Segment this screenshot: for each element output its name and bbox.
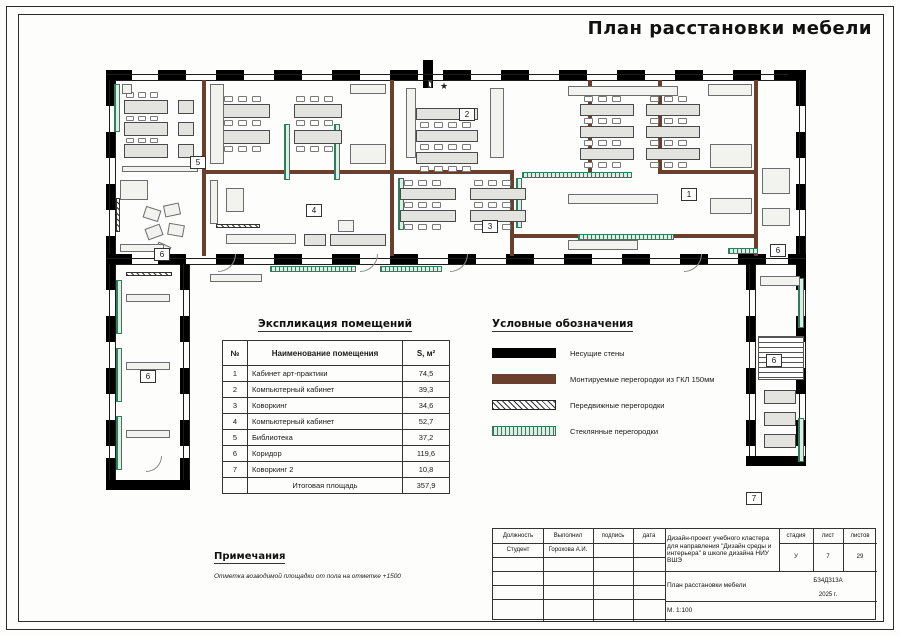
door-swing	[146, 456, 162, 472]
furniture-chair	[502, 202, 511, 208]
furniture-chair	[138, 138, 146, 143]
furniture-chair	[418, 180, 427, 186]
furniture-unit	[226, 188, 244, 212]
total-area: 357,9	[403, 478, 450, 494]
glass-partition	[270, 266, 356, 272]
furniture-chair	[434, 144, 443, 150]
furniture-chair	[296, 146, 305, 152]
room-tag-7: 7	[746, 492, 762, 505]
furniture-table	[330, 234, 386, 246]
wall-line	[109, 264, 110, 490]
furniture-chair	[434, 122, 443, 128]
bearing-wall	[106, 70, 132, 80]
furniture-chair	[448, 122, 457, 128]
furniture-chair	[612, 162, 621, 168]
wall-line	[189, 264, 190, 490]
bearing-wall	[501, 70, 529, 80]
furniture-chair	[502, 224, 511, 230]
furniture-soft-seat	[167, 223, 185, 238]
room-name: Библиотека	[248, 430, 403, 446]
furniture-chair	[678, 162, 687, 168]
stamp-header-author: Выполнил	[553, 532, 583, 539]
room-number: 7	[223, 462, 248, 478]
furniture-chair	[650, 96, 659, 102]
stamp-sheets-value: 29	[856, 553, 864, 560]
furniture-chair	[252, 120, 261, 126]
furniture-chair	[584, 162, 593, 168]
furniture-soft-seat	[163, 202, 181, 217]
room-area: 34,6	[403, 398, 450, 414]
door-swing	[450, 254, 468, 272]
furniture-chair	[650, 162, 659, 168]
notes-title: Примечания	[214, 551, 286, 562]
glass-partition	[116, 280, 122, 334]
gkl-partition	[672, 234, 758, 238]
furniture-chair	[296, 120, 305, 126]
furniture-chair	[310, 146, 319, 152]
table-row	[223, 430, 450, 446]
room-area: 39,3	[403, 382, 450, 398]
furniture-table	[222, 130, 270, 144]
stamp-header-role: Должность	[502, 532, 534, 539]
stamp-project-title: Дизайн-проект учебного кластера для направления "Дизайн среды и интерьера" в школе дизайна НИУ ВШЭ	[667, 535, 772, 565]
furniture-chair	[224, 120, 233, 126]
furniture-chair	[584, 96, 593, 102]
furniture-chair	[252, 96, 261, 102]
stamp-divider	[493, 557, 665, 558]
furniture-table	[178, 100, 194, 114]
room-name: Кабинет арт-практики	[248, 366, 403, 382]
room-name: Компьютерный кабинет	[248, 414, 403, 430]
furniture-table	[646, 148, 700, 160]
furniture-storage	[490, 88, 504, 158]
furniture-chair	[310, 120, 319, 126]
furniture-table	[580, 104, 634, 116]
furniture-counter	[568, 240, 638, 250]
explication-title: Экспликация помещений	[258, 318, 412, 330]
room-tag-6: 6	[766, 354, 782, 367]
furniture-screen	[338, 220, 354, 232]
bearing-wall	[216, 70, 244, 80]
furniture-chair	[138, 92, 146, 98]
room-area: 74,5	[403, 366, 450, 382]
furniture-table	[764, 412, 796, 426]
room-number: 6	[223, 446, 248, 462]
bearing-wall	[622, 254, 650, 264]
furniture-chair	[126, 138, 134, 143]
col-header-number: №	[223, 341, 248, 366]
glass-partition	[284, 124, 290, 180]
furniture-chair	[310, 96, 319, 102]
door-swing	[684, 254, 702, 272]
furniture-chair	[432, 224, 441, 230]
furniture-chair	[324, 146, 333, 152]
furniture-table	[400, 210, 456, 222]
furniture-unit	[762, 168, 790, 194]
legend-label: Стеклянные перегородки	[570, 426, 659, 436]
glass-partition	[116, 416, 122, 470]
table-row	[223, 366, 450, 382]
room-number: 5	[223, 430, 248, 446]
furniture-chair	[404, 180, 413, 186]
gkl-partition	[390, 80, 394, 256]
bearing-wall	[274, 70, 302, 80]
furniture-chair	[664, 140, 673, 146]
furniture-chair	[598, 140, 607, 146]
furniture-chair	[462, 122, 471, 128]
furniture-chair	[224, 146, 233, 152]
furniture-chair	[432, 202, 441, 208]
room-name: Коворкинг	[248, 398, 403, 414]
bearing-wall	[106, 480, 190, 490]
furniture-shelf	[122, 166, 198, 172]
furniture-chair	[150, 138, 158, 143]
bearing-wall	[559, 70, 587, 80]
furniture-chair	[650, 118, 659, 124]
furniture-table	[470, 210, 526, 222]
total-blank	[223, 478, 248, 494]
furniture-table	[764, 390, 796, 404]
stamp-header-sheets: листов	[850, 532, 870, 539]
furniture-chair	[150, 92, 158, 98]
furniture-chair	[488, 202, 497, 208]
bearing-wall	[564, 254, 592, 264]
legend-item-movable-partitions	[492, 392, 742, 418]
bearing-wall	[274, 254, 302, 264]
glass-partition	[380, 266, 442, 272]
wall-line	[805, 80, 806, 260]
room-tag-4: 4	[306, 204, 322, 217]
table-header-row	[223, 341, 450, 366]
stamp-author-value: Горохова А.И.	[548, 546, 588, 553]
table-total-row	[223, 478, 450, 494]
furniture-chair	[418, 224, 427, 230]
gkl-partition-swatch-icon	[492, 374, 556, 384]
table-row	[223, 462, 450, 478]
furniture-chair	[420, 144, 429, 150]
furniture-chair	[678, 140, 687, 146]
bearing-wall	[617, 70, 645, 80]
stamp-doc-code: БЗ4ДЗ13А	[813, 577, 843, 584]
furniture-chair	[238, 146, 247, 152]
furniture-chair	[126, 116, 134, 121]
legend-item-glass-partitions	[492, 418, 742, 444]
furniture-table	[124, 100, 168, 114]
furniture-unit	[122, 84, 132, 94]
furniture-unit	[710, 144, 752, 168]
furniture-table	[646, 104, 700, 116]
stamp-year: 2025 г.	[818, 591, 838, 598]
furniture-chair	[448, 144, 457, 150]
furniture-chair	[598, 162, 607, 168]
furniture-chair	[404, 202, 413, 208]
wall-line	[109, 80, 110, 270]
furniture-chair	[420, 122, 429, 128]
furniture-counter	[568, 194, 658, 204]
furniture-chair	[474, 180, 483, 186]
furniture-table	[470, 188, 526, 200]
stamp-header-stage: стадия	[786, 532, 806, 539]
explication-table	[222, 340, 450, 494]
glass-partition	[114, 84, 120, 132]
legend-title: Условные обозначения	[492, 318, 634, 330]
glass-partition	[116, 348, 122, 402]
movable-partition	[116, 198, 120, 232]
furniture-bench	[126, 430, 170, 438]
furniture-chair	[598, 96, 607, 102]
room-name: Компьютерный кабинет	[248, 382, 403, 398]
furniture-table	[222, 104, 270, 118]
furniture-chair	[462, 166, 471, 172]
stamp-scale: М. 1:100	[667, 607, 693, 615]
furniture-chair	[296, 96, 305, 102]
table-row	[223, 446, 450, 462]
furniture-storage	[210, 180, 218, 224]
furniture-chair	[238, 96, 247, 102]
title-block	[492, 528, 876, 620]
room-tag-1: 1	[681, 188, 697, 201]
room-area: 52,7	[403, 414, 450, 430]
bearing-wall	[738, 254, 766, 264]
furniture-table	[124, 122, 168, 136]
movable-partition-swatch-icon	[492, 400, 556, 410]
furniture-chair	[138, 116, 146, 121]
room-tag-6: 6	[770, 244, 786, 257]
legend-label: Несущие стены	[570, 348, 625, 358]
stamp-header-date: дата	[642, 532, 656, 539]
movable-partition	[126, 272, 172, 276]
bearing-wall	[332, 70, 360, 80]
room-name: Коворкинг 2	[248, 462, 403, 478]
wall-line	[106, 80, 806, 81]
room-area: 10,8	[403, 462, 450, 478]
table-row	[223, 398, 450, 414]
furniture-table	[416, 130, 478, 142]
furniture-table	[580, 148, 634, 160]
furniture-chair	[224, 96, 233, 102]
furniture-soft-seat	[143, 206, 162, 222]
legend-label: Передвижные перегородки	[570, 400, 665, 410]
wall-line	[799, 80, 800, 260]
furniture-table	[124, 144, 168, 158]
movable-partition	[428, 80, 432, 88]
glass-partition-swatch-icon	[492, 426, 556, 436]
bearing-wall	[675, 70, 703, 80]
col-header-area: S, м²	[403, 341, 450, 366]
furniture-chair	[584, 140, 593, 146]
legend-item-bearing-walls	[492, 340, 742, 366]
furniture-table	[294, 130, 342, 144]
wall-line	[106, 74, 806, 75]
furniture-bench	[126, 362, 170, 370]
furniture-storage	[210, 84, 224, 164]
bearing-wall	[390, 254, 418, 264]
furniture-chair	[324, 96, 333, 102]
furniture-chair	[150, 116, 158, 121]
furniture-chair	[420, 166, 429, 172]
furniture-unit	[762, 208, 790, 226]
furniture-counter	[350, 84, 386, 94]
furniture-table	[304, 234, 326, 246]
furniture-unit	[350, 144, 386, 164]
stamp-divider	[493, 599, 665, 600]
wall-line	[183, 264, 184, 490]
furniture-table	[764, 434, 796, 448]
door-swing	[360, 254, 378, 272]
room-tag-5: 5	[190, 156, 206, 169]
furniture-chair	[664, 162, 673, 168]
table-row	[223, 414, 450, 430]
furniture-chair	[678, 118, 687, 124]
furniture-chair	[650, 140, 659, 146]
movable-partition	[216, 224, 260, 228]
furniture-chair	[488, 180, 497, 186]
furniture-chair	[324, 120, 333, 126]
furniture-soft-seat	[144, 224, 163, 241]
furniture-chair	[598, 118, 607, 124]
room-tag-2: 2	[459, 108, 475, 121]
room-name: Коридор	[248, 446, 403, 462]
wall-line	[749, 264, 750, 464]
room-number: 2	[223, 382, 248, 398]
bearing-wall	[733, 70, 761, 80]
door-swing	[218, 254, 236, 272]
furniture-chair	[474, 202, 483, 208]
furniture-chair	[448, 166, 457, 172]
room-area: 119,6	[403, 446, 450, 462]
stamp-drawing-name: План расстановки мебели	[667, 582, 747, 590]
page-title: План расстановки мебели	[587, 18, 872, 39]
stamp-stage-value: У	[794, 553, 798, 560]
furniture-counter	[568, 86, 678, 96]
furniture-chair	[612, 118, 621, 124]
furniture-table	[646, 126, 700, 138]
stamp-sheet-value: 7	[826, 553, 830, 560]
stamp-divider	[493, 585, 665, 586]
furniture-unit	[710, 198, 752, 214]
bearing-wall	[788, 70, 806, 80]
furniture-storage	[406, 88, 416, 158]
bearing-wall-swatch-icon	[492, 348, 556, 358]
furniture-chair	[612, 96, 621, 102]
room-tag-3: 3	[482, 220, 498, 233]
furniture-chair	[612, 140, 621, 146]
room-number: 4	[223, 414, 248, 430]
furniture-chair	[252, 146, 261, 152]
gkl-partition	[202, 170, 392, 174]
glass-partition	[728, 248, 758, 254]
furniture-chair	[432, 180, 441, 186]
furniture-chair	[404, 224, 413, 230]
legend	[492, 340, 742, 444]
furniture-table	[400, 188, 456, 200]
col-header-name: Наименование помещения	[248, 341, 403, 366]
room-number: 3	[223, 398, 248, 414]
stamp-header-signature: подпись	[601, 532, 625, 539]
furniture-counter	[226, 234, 296, 244]
total-label: Итоговая площадь	[248, 478, 403, 494]
furniture-chair	[418, 202, 427, 208]
star-marker: ★	[440, 81, 449, 91]
furniture-counter	[708, 84, 752, 96]
furniture-counter	[760, 276, 800, 286]
furniture-chair	[664, 118, 673, 124]
notes-text: Отметка возводимой площадки от пола на отметке +1500	[214, 573, 401, 580]
room-number: 1	[223, 366, 248, 382]
bearing-wall	[746, 456, 806, 466]
bearing-wall	[332, 254, 360, 264]
furniture-chair	[678, 96, 687, 102]
furniture-chair	[238, 120, 247, 126]
furniture-chair	[434, 166, 443, 172]
furniture-table	[416, 152, 478, 164]
gkl-partition	[658, 170, 758, 174]
glass-partition	[522, 172, 632, 178]
wall-line	[755, 264, 756, 464]
glass-partition	[798, 418, 804, 462]
furniture-bench	[126, 294, 170, 302]
furniture-chair	[664, 96, 673, 102]
bearing-wall	[106, 254, 132, 264]
gkl-partition	[754, 80, 758, 256]
furniture-unit	[120, 180, 148, 200]
furniture-bench	[210, 274, 262, 282]
table-row	[223, 382, 450, 398]
furniture-table	[178, 122, 194, 136]
bearing-wall	[158, 70, 186, 80]
furniture-chair	[462, 144, 471, 150]
bearing-wall	[443, 70, 471, 80]
bearing-wall	[390, 70, 418, 80]
room-tag-6: 6	[154, 248, 170, 261]
furniture-table	[580, 126, 634, 138]
legend-item-gkl-partitions	[492, 366, 742, 392]
legend-label: Монтируемые перегородки из ГКЛ 150мм	[570, 374, 715, 384]
room-area: 37,2	[403, 430, 450, 446]
stamp-role-value: Студент	[506, 546, 530, 553]
stamp-header-sheet: лист	[821, 532, 835, 539]
bearing-wall	[788, 254, 806, 264]
furniture-table	[294, 104, 342, 118]
furniture-chair	[502, 180, 511, 186]
furniture-chair	[584, 118, 593, 124]
room-tag-6: 6	[140, 370, 156, 383]
